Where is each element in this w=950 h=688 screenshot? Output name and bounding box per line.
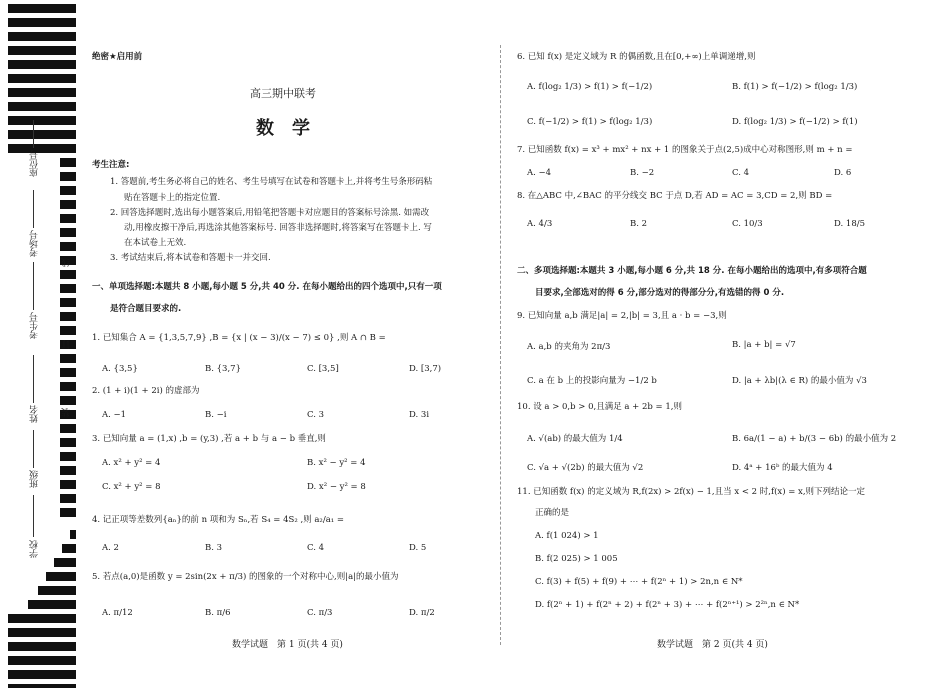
class-label: 班级 (30, 470, 40, 488)
q3-option: C. x² + y² = 8 (102, 482, 161, 492)
q3-option: B. x² − y² = 4 (307, 458, 366, 468)
section-1-heading-cont: 是符合题目要求的. (110, 304, 182, 314)
q8-option: B. 2 (630, 219, 648, 229)
question-3: 3. 已知向量 a = (1,x) ,b = (y,3) ,若 a + b 与 a − b 垂直,则 (92, 434, 326, 444)
binding-strip (0, 0, 78, 688)
strip-bar (60, 312, 76, 321)
q8-option: C. 10/3 (732, 219, 763, 229)
strip-bar (60, 270, 76, 279)
q1-option: A. {3,5} (102, 364, 138, 374)
school-label: 学校 (30, 540, 40, 558)
strip-bar (8, 4, 76, 13)
strip-bar (60, 326, 76, 335)
strip-bar (8, 144, 76, 153)
strip-bar (8, 656, 76, 665)
q7-option: C. 4 (732, 168, 750, 178)
question-4: 4. 记正项等差数列{aₙ}的前 n 项和为 Sₙ,若 S₄ = 4S₂ ,则 a₂/a₁ = (92, 515, 344, 525)
room-label: 考场号 (30, 230, 40, 257)
name-line (33, 355, 34, 403)
school-line (33, 495, 34, 537)
strip-bar (60, 298, 76, 307)
name-label: 姓名 (30, 405, 40, 423)
strip-bar (60, 382, 76, 391)
strip-bar (8, 60, 76, 69)
q5-option: A. π/12 (102, 608, 133, 618)
q11-option: D. f(2ⁿ + 1) + f(2ⁿ + 2) + f(2ⁿ + 3) + ⋯ + f(2ⁿ⁺¹) > 2²ⁿ,n ∈ N* (535, 600, 800, 610)
strip-bar (60, 242, 76, 251)
question-7: 7. 已知函数 f(x) = x³ + mx² + nx + 1 的图象关于点(2,5)成中心对称图形,则 m + n = (517, 145, 853, 155)
question-8: 8. 在△ABC 中,∠BAC 的平分线交 BC 于点 D,若 AD = AC = 3,CD = 2,则 BD = (517, 191, 833, 201)
page-divider (500, 45, 501, 645)
strip-bar (8, 614, 76, 623)
student-no-label: 考生号 (30, 312, 40, 339)
strip-bar (60, 158, 76, 167)
note-line: 2. 回答选择题时,选出每小题答案后,用铅笔把答题卡对应题目的答案标号涂黑. 如需改 (110, 208, 430, 218)
q10-option: A. √(ab) 的最大值为 1/4 (527, 434, 623, 444)
q10-option: C. √a + √(2b) 的最大值为 √2 (527, 463, 644, 473)
note-line: 贴在答题卡上的指定位置. (124, 193, 221, 203)
q4-option: B. 3 (205, 543, 223, 553)
q1-option: D. [3,7) (409, 364, 442, 374)
strip-bar (60, 368, 76, 377)
q6-option: B. f(1) > f(−1/2) > f(log₂ 1/3) (732, 82, 858, 92)
question-10: 10. 设 a > 0,b > 0,且满足 a + 2b = 1,则 (517, 402, 682, 412)
section-2-heading: 二、多项选择题:本题共 3 小题,每小题 6 分,共 18 分. 在每小题给出的选项中,有多项符合题 (517, 266, 867, 276)
note-line: 动,用橡皮擦干净后,再选涂其他答案标号. 回答非选择题时,将答案写在答题卡上. 写 (124, 223, 432, 233)
strip-bar (8, 116, 76, 125)
q2-option: A. −1 (102, 410, 127, 420)
q9-option: C. a 在 b 上的投影向量为 −1/2 b (527, 376, 657, 386)
section-1-heading: 一、单项选择题:本题共 8 小题,每小题 5 分,共 40 分. 在每小题给出的四个选项中,只有一项 (92, 282, 442, 292)
question-1: 1. 已知集合 A = {1,3,5,7,9} ,B = {x | (x − 3)/(x − 7) ≤ 0} ,则 A ∩ B = (92, 333, 386, 343)
strip-bar (60, 214, 76, 223)
q4-option: A. 2 (102, 543, 119, 553)
strip-bar (8, 628, 76, 637)
q10-option: B. 6a/(1 − a) + b/(3 − 6b) 的最小值为 2 (732, 434, 897, 444)
q8-option: D. 18/5 (834, 219, 866, 229)
q5-option: B. π/6 (205, 608, 231, 618)
strip-bar (60, 480, 76, 489)
question-2: 2. (1 + i)(1 + 2i) 的虚部为 (92, 386, 200, 396)
q9-option: D. |a + λb|(λ ∈ R) 的最小值为 √3 (732, 376, 867, 386)
note-line: 1. 答题前,考生务必将自己的姓名、考生号填写在试卷和答题卡上,并将考生号条形码粘 (110, 177, 433, 187)
strip-bar (70, 530, 76, 539)
q9-option: B. |a + b| = √7 (732, 340, 796, 350)
q11-option: B. f(2 025) > 1 005 (535, 554, 618, 564)
strip-bar (60, 228, 76, 237)
question-11: 11. 已知函数 f(x) 的定义域为 R,f(2x) > 2f(x) − 1,且当 x < 2 时,f(x) = x,则下列结论一定 (517, 487, 866, 497)
note-line: 3. 考试结束后,将本试卷和答题卡一并交回. (110, 253, 271, 263)
strip-bar (62, 544, 76, 553)
q9-option: A. a,b 的夹角为 2π/3 (527, 342, 611, 352)
section-2-heading-cont: 目要求,全部选对的得 6 分,部分选对的得部分分,有选错的得 0 分. (535, 288, 785, 298)
q6-option: A. f(log₂ 1/3) > f(1) > f(−1/2) (527, 82, 653, 92)
q1-option: B. {3,7} (205, 364, 241, 374)
exam-title: 高三期中联考 (250, 87, 316, 100)
page-1-footer: 数学试题 第 1 页(共 4 页) (232, 640, 343, 650)
q6-option: D. f(log₂ 1/3) > f(−1/2) > f(1) (732, 117, 858, 127)
q7-option: D. 6 (834, 168, 852, 178)
q2-option: B. −i (205, 410, 227, 420)
strip-bar (60, 172, 76, 181)
strip-bar (60, 284, 76, 293)
strip-bar (46, 572, 76, 581)
question-5: 5. 若点(a,0)是函数 y = 2sin(2x + π/3) 的图象的一个对称中心,则|a|的最小值为 (92, 572, 399, 582)
q8-option: A. 4/3 (527, 219, 553, 229)
note-line: 在本试卷上无效. (124, 238, 187, 248)
question-9: 9. 已知向量 a,b 满足|a| = 2,|b| = 3,且 a · b = −3,则 (517, 311, 727, 321)
line-mark: 线 (62, 258, 72, 267)
student-no-line (33, 262, 34, 310)
strip-bar (8, 32, 76, 41)
strip-bar (60, 438, 76, 447)
q2-option: C. 3 (307, 410, 325, 420)
q10-option: D. 4ᵃ + 16ᵇ 的最大值为 4 (732, 463, 833, 473)
strip-bar (60, 354, 76, 363)
strip-bar (8, 670, 76, 679)
class-line (33, 430, 34, 468)
strip-bar (8, 18, 76, 27)
strip-bar (8, 642, 76, 651)
strip-bar (60, 452, 76, 461)
strip-bar (8, 74, 76, 83)
q11-option: A. f(1 024) > 1 (535, 531, 599, 541)
secret-label: 绝密★启用前 (92, 52, 143, 62)
ding-mark: 订 (62, 340, 72, 349)
q4-option: D. 5 (409, 543, 427, 553)
strip-bar (60, 508, 76, 517)
room-line (33, 190, 34, 228)
strip-bar (60, 396, 76, 405)
strip-bar (60, 200, 76, 209)
q1-option: C. [3,5] (307, 364, 339, 374)
zhuang-mark: 装 (62, 408, 72, 417)
notes-title: 考生注意: (92, 160, 130, 170)
strip-bar (8, 88, 76, 97)
strip-bar (60, 466, 76, 475)
strip-bar (60, 186, 76, 195)
q3-option: A. x² + y² = 4 (102, 458, 161, 468)
question-11-cont: 正确的是 (535, 508, 570, 518)
subject-title: 数 学 (256, 118, 310, 139)
seat-label: 座位号 (30, 150, 40, 177)
strip-bar (8, 684, 76, 688)
page-2-footer: 数学试题 第 2 页(共 4 页) (657, 640, 768, 650)
strip-bar (60, 494, 76, 503)
q4-option: C. 4 (307, 543, 325, 553)
strip-bar (38, 586, 76, 595)
seat-line (33, 120, 34, 148)
strip-bar (8, 102, 76, 111)
q6-option: C. f(−1/2) > f(1) > f(log₂ 1/3) (527, 117, 653, 127)
strip-bar (60, 424, 76, 433)
strip-bar (8, 130, 76, 139)
q3-option: D. x² − y² = 8 (307, 482, 366, 492)
strip-bar (28, 600, 76, 609)
q7-option: B. −2 (630, 168, 655, 178)
question-6: 6. 已知 f(x) 是定义域为 R 的偶函数,且在[0,+∞)上单调递增,则 (517, 52, 756, 62)
strip-bar (8, 46, 76, 55)
q5-option: D. π/2 (409, 608, 435, 618)
q7-option: A. −4 (527, 168, 552, 178)
q2-option: D. 3i (409, 410, 430, 420)
strip-bar (54, 558, 76, 567)
q5-option: C. π/3 (307, 608, 333, 618)
q11-option: C. f(3) + f(5) + f(9) + ⋯ + f(2ⁿ + 1) > 2n,n ∈ N* (535, 577, 743, 587)
